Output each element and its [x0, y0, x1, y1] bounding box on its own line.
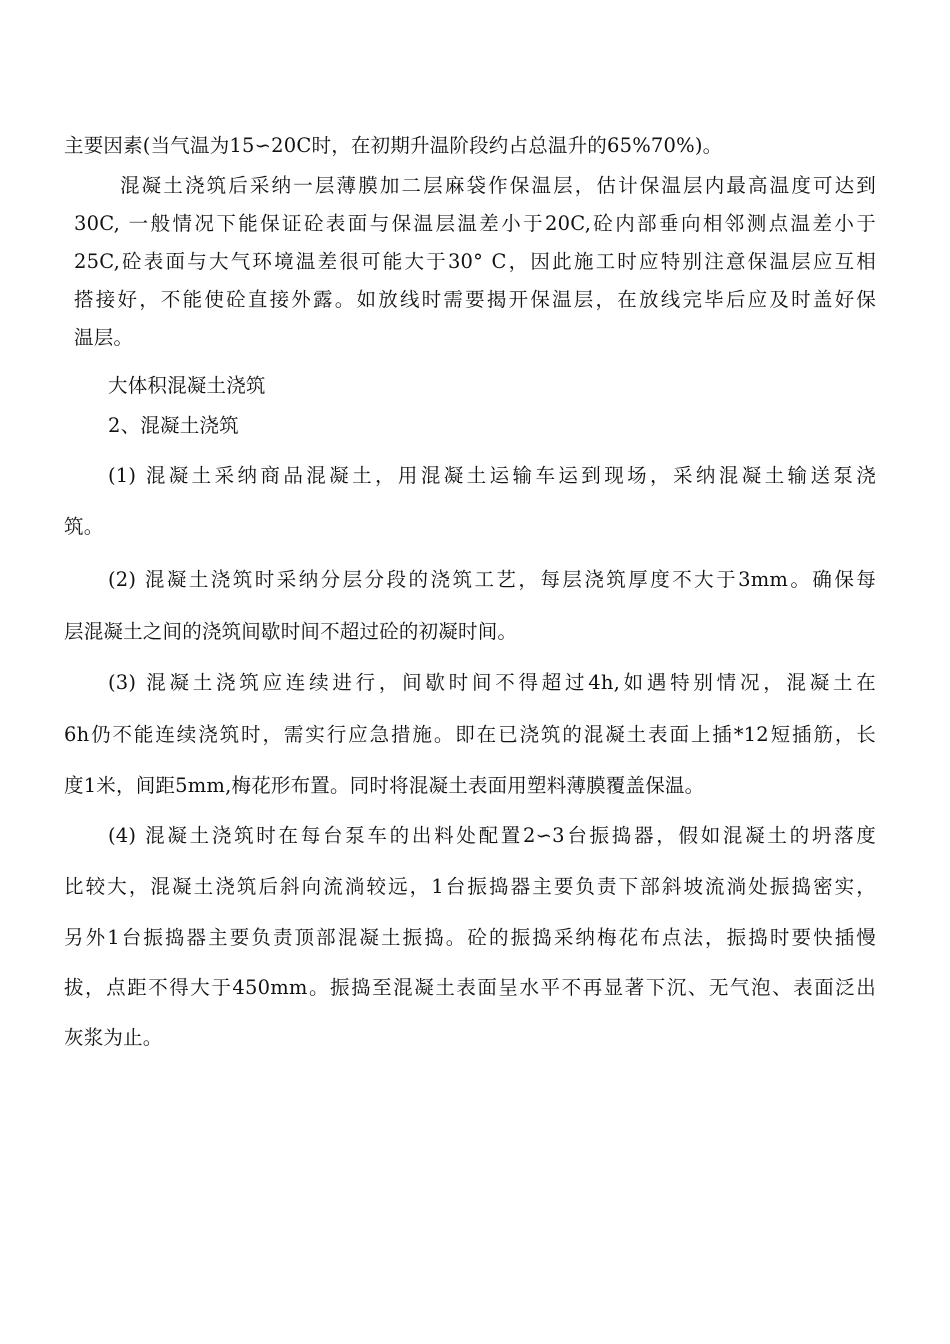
item-4-line-5: 灰浆为止。 — [64, 1026, 163, 1049]
text-line-6: 温层。 — [74, 326, 134, 349]
item-4-line-3: 另外1台振捣器主要负责顶部混凝土振捣。砼的振捣采纳梅花布点法，振捣时要快插慢 — [64, 926, 876, 949]
item-2-line-1: (2) 混凝土浇筑时采纳分层分段的浇筑工艺，每层浇筑厚度不大于3mm。确保每 — [108, 568, 876, 591]
text-line-5: 搭接好，不能使砼直接外露。如放线时需要揭开保温层，在放线完毕后应及时盖好保 — [74, 288, 876, 311]
item-4-line-2: 比较大，混凝土浇筑后斜向流淌较远，1台振捣器主要负责下部斜坡流淌处振捣密实， — [64, 875, 876, 898]
text-line-4: 25C,砼表面与大气环境温差很可能大于30° C，因此施工时应特别注意保温层应互相 — [74, 250, 876, 273]
item-3-line-3: 度1米，间距5mm,梅花形布置。同时将混凝土表面用塑料薄膜覆盖保温。 — [64, 774, 705, 797]
item-3-line-1: (3) 混凝土浇筑应连续进行，间歇时间不得超过4h,如遇特别情况，混凝土在 — [108, 671, 876, 694]
item-4-line-1: (4) 混凝土浇筑时在每台泵车的出料处配置2∽3台振捣器，假如混凝土的坍落度 — [108, 824, 876, 847]
section-heading: 大体积混凝土浇筑 — [108, 374, 266, 397]
text-line-3: 30C, 一般情况下能保证砼表面与保温层温差小于20C,砼内部垂向相邻测点温差小于 — [74, 212, 876, 235]
subsection-heading: 2、混凝土浇筑 — [108, 414, 239, 437]
item-2-line-2: 层混凝土之间的浇筑间歇时间不超过砼的初凝时间。 — [64, 620, 518, 643]
item-1-line-2: 筑。 — [64, 515, 104, 538]
text-line-1: 主要因素(当气温为15∽20C时，在初期升温阶段约占总温升的65%70%)。 — [64, 134, 723, 157]
item-3-line-2: 6h仍不能连续浇筑时，需实行应急措施。即在已浇筑的混凝土表面上插*12短插筋，长 — [64, 723, 876, 746]
item-1-line-1: (1) 混凝土采纳商品混凝土，用混凝土运输车运到现场，采纳混凝土输送泵浇 — [108, 464, 876, 487]
text-line-2: 混凝土浇筑后采纳一层薄膜加二层麻袋作保温层，估计保温层内最高温度可达到 — [120, 174, 876, 197]
item-4-line-4: 拔，点距不得大于450mm。振捣至混凝土表面呈水平不再显著下沉、无气泡、表面泛出 — [64, 976, 876, 999]
